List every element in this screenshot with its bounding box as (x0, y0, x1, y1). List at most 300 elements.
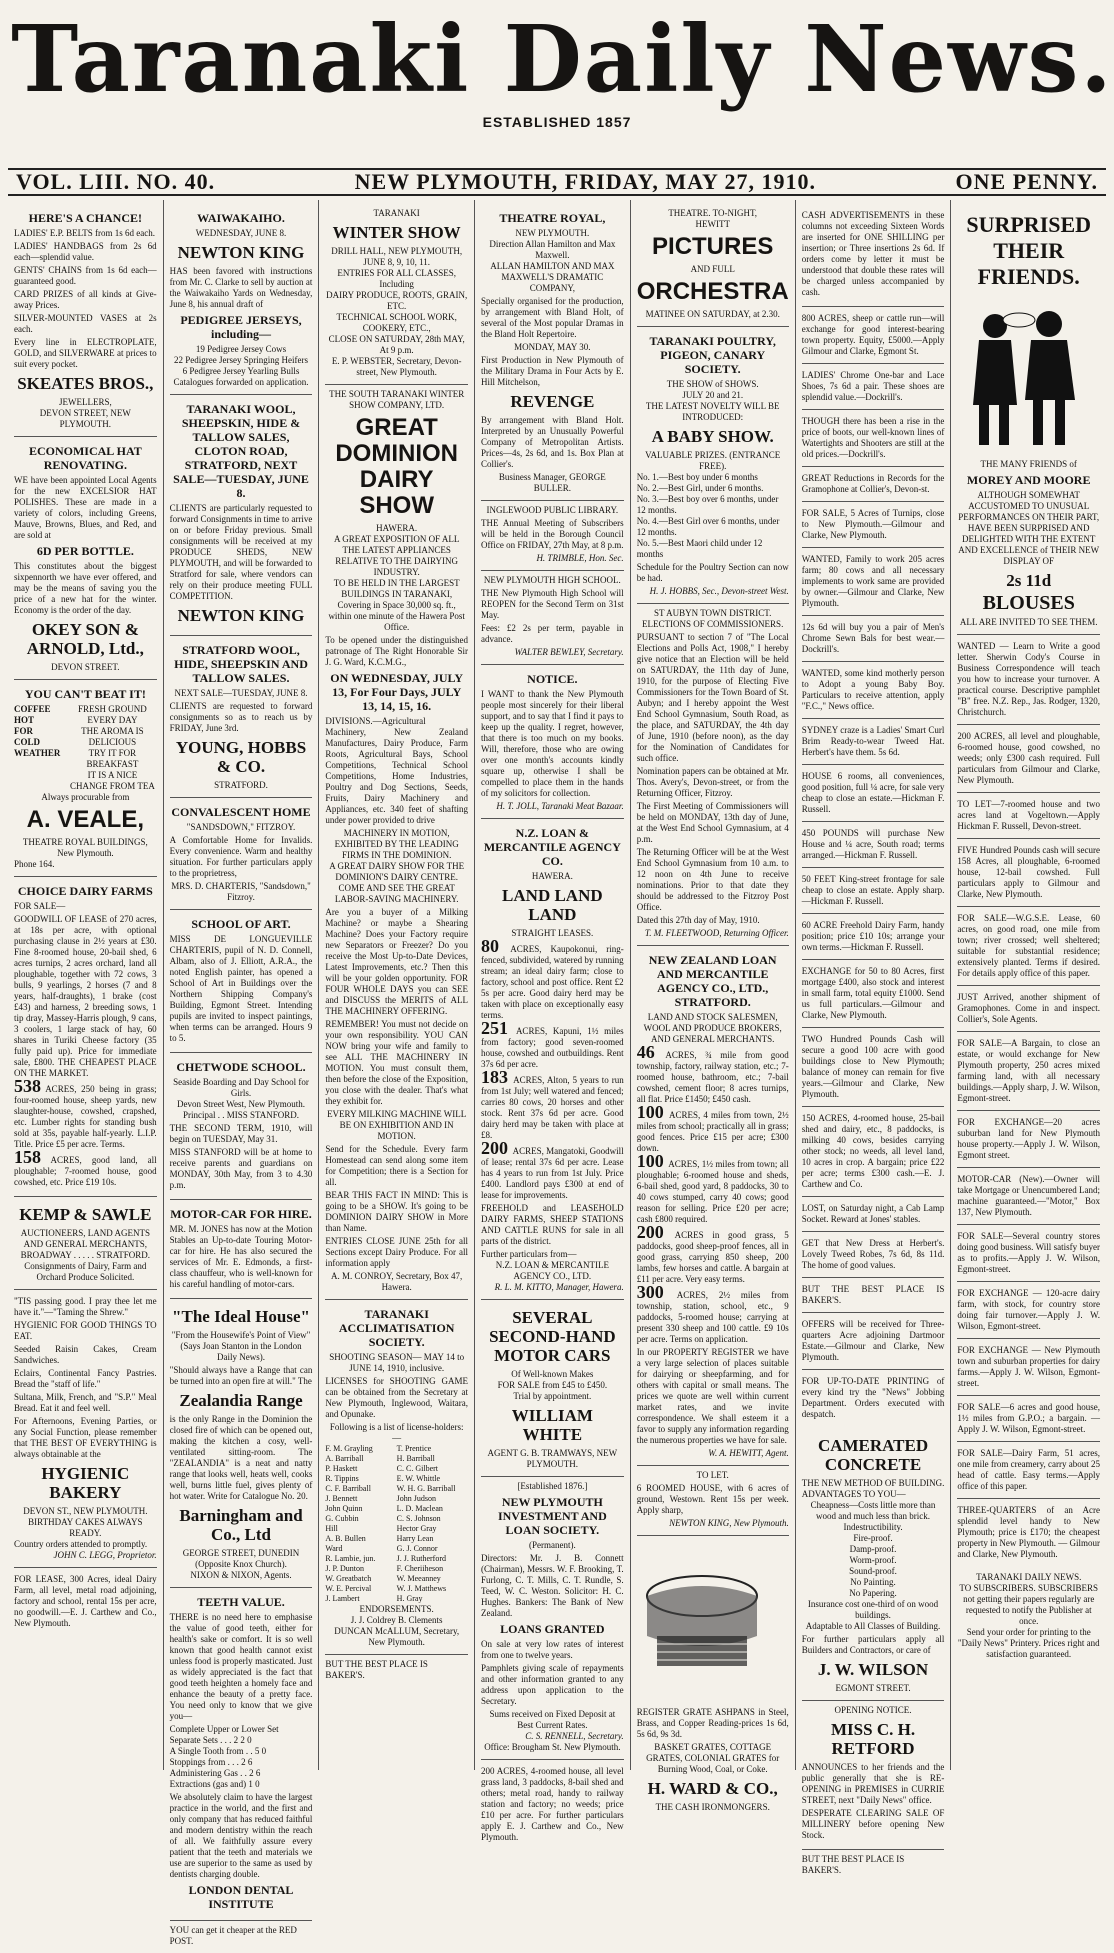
baby-class: No. 3.—Best boy over 6 months, under 12 months. (636, 494, 779, 515)
ad-address: STRATFORD. (214, 780, 268, 790)
ad-text: Trial by appointment. (513, 1391, 592, 1401)
ad-line: Seeded Raisin Cakes, Cream Sandwiches. (14, 1344, 157, 1365)
ad-heading: TARANAKI (373, 208, 420, 218)
ad-text: CASH ADVERTISEMENTS in these columns not exceeding Sixteen Words are inserted for ONE SHILLING per insertion; or Three insertions 2s 6d. If orders come by letter it must be understood that double these rates will be charged unless accompanied by cash. (801, 210, 945, 297)
small-ad: FIVE Hundred Pounds cash will secure 158 Acres, all ploughable, 6-roomed house, 12-bail cowshed. Full particulars apply to Gilmour and Clarke, New Plymouth. (957, 841, 1100, 907)
land-number: 183 (481, 1067, 514, 1087)
ad-text: The First Meeting of Commissioners will be held on MONDAY, 13th day of June, at the West End School Gymnasium, at 4 p.m. (636, 801, 789, 844)
ad-heading: TARANAKI POULTRY, PIGEON, CANARY SOCIETY. (649, 334, 776, 376)
ad-sub: NEXT SALE—TUESDAY, JUNE 8. (174, 688, 308, 698)
land-text: ACRES, 1½ miles from town; all ploughable; 6-roomed house and sheds, 6-bail shed, good yard, 8 paddocks, 30 to 40 cows stumped, carry 40 cows; good reason for selling. Price £20 per acre; cash £800 required. (636, 1159, 789, 1224)
ad-lines (802, 1500, 945, 1632)
ad-text: Specially organised for the production, by arrangement with Bland Holt, of several of the Most popular Dramas in the Bland Holt Repertoire. (481, 296, 624, 339)
baby-class: No. 1.—Best boy under 6 months (636, 472, 758, 482)
ad-subscribers (957, 1568, 1100, 1666)
ad-text: CLIENTS are particularly requested to forward Consignments in time to arrive on or before Friday previous. Small consignments will be received at my PRODUCE SHEDS, NEW PLYMOUTH, and will be forwarded to Stratford for sale, where vendors can rely on their produce meeting FULL COMPETITION. (169, 503, 313, 601)
ad-address: AGENT G. B. TRAMWAYS, NEW PLYMOUTH. (487, 1448, 618, 1469)
land-item (636, 1151, 789, 1225)
ad-lines (14, 228, 157, 370)
ad-name: SKEATES BROS., (17, 374, 154, 393)
coffee-word: COFFEE (14, 704, 51, 714)
advantage-line: Insurance cost one-third of on wood buildings. (807, 1599, 939, 1620)
ad-text: Country orders attended to promptly. (14, 1539, 148, 1549)
ad-heading: SEVERAL SECOND-HAND MOTOR CARS (489, 1308, 616, 1365)
ad-prices (170, 1724, 313, 1790)
ad-motor-cars (481, 1300, 624, 1477)
license-holder: E. W. Whittle (396, 1474, 441, 1483)
column-2 (164, 200, 320, 1946)
land-text: ACRES, Alton, 5 years to run from 1st July; well watered and fenced; carries 80 cows, 20 horses and other stock. Rent 37s 6d per acre. Good dairy herd may be taken with place at £8. (481, 1075, 624, 1140)
ad-text: MACHINERY IN MOTION, EXHIBITED BY THE LEADING FIRMS IN THE DOMINION. (334, 828, 459, 860)
advantage-line: Damp-proof. (849, 1544, 897, 1554)
ad-line: GENTS' CHAINS from 1s 6d each—guaranteed good. (14, 265, 157, 286)
farm-text: ACRES, good land, all ploughable; 7-roomed house, good cowshed, etc. Price £19 10s. (14, 1155, 157, 1187)
small-ad: FOR SALE—Several country stores doing good business. Will satisfy buyer as to profits.—Apply J. W. Wilson, Egmont-street. (957, 1227, 1100, 1282)
ad-dairy (14, 877, 157, 1197)
ad-text: MR. M. JONES has now at the Motion Stables an Up-to-date Touring Motor-car for hire. He has also secured the services of Mr. E. Edmonds, a first-class chauffeur, who is well-known for his careful handling of motor-cars. (169, 1224, 313, 1289)
ad-heading: THEATRE. TO-NIGHT, (668, 208, 758, 218)
land-item (636, 1282, 789, 1345)
ad-sign: Business Manager, GEORGE BULLER. (498, 472, 606, 493)
license-holder: W. H. G. Barriball (396, 1484, 456, 1493)
ad-date: ON WEDNESDAY, JULY 13, For Four Days, JULY 13, 14, 15, 16. (330, 671, 464, 713)
ad-text: On sale at very low rates of interest from one to twelve years. (481, 1639, 624, 1660)
volume-number: VOL. LIII. NO. 40. (16, 169, 216, 194)
ad-name: Barningham and Co., Ltd (179, 1506, 303, 1544)
ad-sign: MRS. D. CHARTERIS, "Sandsdown," Fitzroy. (171, 881, 311, 902)
ad-product: BLOUSES (982, 592, 1075, 614)
ad-line: CARD PRIZES of all kinds at Give-away Prices. (14, 289, 157, 310)
ad-price: FOR SALE from £45 to £450. (497, 1380, 608, 1390)
ad-text: DIVISIONS.—Agricultural Machinery, New Zealand Manufactures, Dairy Produce, Farm Roots, Agricultural Bays, School Competitions, Technical School Competitions, Home Industries, Poultry and Dog Sections, Seeds, Fruits, Dairy Machinery and Appliances, etc. 340 feet of shafting under power provided to drive (325, 716, 469, 825)
ad-text: REMEMBER! You must not decide on your own responsibility. YOU CAN NOW bring your wife and family to see ALL THE MACHINERY IN MOTION. You must consult them, then before the close of the Exposition, you close with the dealer. That's what they exhibit for. (325, 1019, 469, 1106)
land-text: ACRES in good grass, 5 paddocks, good sheep-proof fences, all in good grass, carrying 850 sheep, 200 lambs, few horses and cattle. A bargain at £11 per acre. Very easy terms. (636, 1230, 789, 1284)
ad-waiwakaiho (170, 204, 313, 395)
ad-address: GEORGE STREET, DUNEDIN (Opposite Knox Church). (182, 1548, 300, 1569)
price-line: Separate Sets . . . 2 2 0 (169, 1735, 252, 1745)
ad-sign: NEWTON KING, New Plymouth. (669, 1518, 789, 1528)
license-holder: J. Lambert (325, 1594, 360, 1603)
ad-winter-show (325, 204, 468, 385)
ad-name: PICTURES (652, 233, 774, 260)
ad-line: For Afternoons, Evening Parties, or any Social Function, please remember that THE BEST OF EVERYTHING is always obtainable at the (14, 1416, 157, 1459)
ad-sign: JOHN C. LEGG, Proprietor. (53, 1550, 157, 1560)
ad-heading: NEW PLYMOUTH INVESTMENT AND LOAN SOCIETY. (497, 1495, 607, 1537)
ad-sub: ENDORSEMENTS. (359, 1604, 434, 1614)
small-ad: 150 ACRES, 4-roomed house, 25-bail shed and dairy, etc., 8 paddocks, is milking 40 cows, besides carrying other stock; no weeds, all level land, 10 acres in crop. A bargain; price £22 per acre; terms £300 cash.—E. J. Carthew and Co. (802, 1109, 945, 1197)
ad-sign: H. TRIMBLE, Hon. Sec. (536, 553, 624, 563)
small-ad: BUT THE BEST PLACE IS BAKER'S. (802, 1280, 945, 1313)
established-line: ESTABLISHED 1857 (482, 114, 632, 130)
ad-text: We absolutely claim to have the largest practice in the world, and the first and only company that has reduced faithful and modern dentistry within the reach of all. We faithfully assure every patient that the teeth and materials we use are superior to the same as used by dentists charging double. (169, 1792, 313, 1879)
license-holder: F. Cheriiheson (396, 1564, 444, 1573)
ad-sub: DRILL HALL, NEW PLYMOUTH, JUNE 8, 9, 10, 11. (331, 246, 463, 267)
coffee-word: WEATHER (14, 748, 61, 758)
ad-text: THE Annual Meeting of Subscribers will be held in the Borough Council Office on FRIDAY, 27th May, at 8 p.m. (481, 518, 624, 550)
ad-text: J. J. Coldrey B. Clements (350, 1615, 443, 1625)
advantage-line: Cheapness—Costs little more than wood and much less than brick. (810, 1500, 936, 1521)
farms-list (636, 1042, 789, 1345)
ad-text: MATINEE ON SATURDAY, at 2.30. (645, 309, 780, 319)
license-holder: Harry Lean (396, 1534, 434, 1543)
ad-teeth (170, 1588, 313, 1921)
small-ad: EXCHANGE for 50 to 80 Acres, first mortgage £400, also stock and interest in small farm, total equity £1000. Send us full particulars.—Gilmour and Clarke, New Plymouth. (802, 962, 945, 1028)
ad-text: A Comfortable Home for Invalids. Every convenience. Warm and healthy situation. For further particulars apply to the proprietress, (169, 835, 313, 878)
small-ad: THREE-QUARTERS of an Acre splendid level handy to New Plymouth; price is £170; the cheapest property in New Plymouth. — Gilmour and Clarke, New Plymouth. (957, 1505, 1101, 1559)
small-ad: FOR SALE—Dairy Farm, 51 acres, one mile from creamery, carry about 25 head of cattle. Easy terms.—Apply office of this paper. (957, 1444, 1100, 1499)
ad-nzloan-stratford (637, 946, 789, 1466)
ad-agents: NIXON & NIXON, Agents. (190, 1570, 292, 1580)
ad-text: Pamphlets giving scale of repayments and other information granted to any address upon application to the Secretary. (481, 1663, 624, 1706)
ad-text: TECHNICAL SCHOOL WORK, COOKERY, ETC., (336, 312, 457, 333)
ad-quote: "TIS passing good. I pray thee let me have it."—"Taming the Shrew." (14, 1296, 157, 1317)
ad-sub: SHOOTING SEASON— MAY 14 to JUNE 14, 1910, inclusive. (329, 1352, 465, 1373)
ad-address: DEVON ST., NEW PLYMOUTH. (23, 1506, 148, 1516)
ad-text: BUT THE BEST PLACE IS BAKER'S. (325, 1659, 428, 1680)
small-ad: GET that New Dress at Herbert's. Lovely Tweed Robes, 7s 6d, 8s 11d. The home of good values. (802, 1234, 945, 1278)
advantage-line: No Papering. (849, 1588, 897, 1598)
ad-text: BEAR THIS FACT IN MIND: This is going to be a SHOW. It's going to be DOMINION DAIRY SHOW in More than Name. (325, 1190, 469, 1233)
ad-text: ALTHOUGH SOMEWHAT ACCUSTOMED TO UNUSUAL PERFORMANCES ON THEIR PART, HAVE BEEN SURPRISED AND DELIGHTED WITH THE EXTENT AND EXCELLENCE of THEIR NEW DISPLAY OF (958, 490, 1100, 566)
ad-price: 2s 11d (1006, 571, 1052, 590)
ad-sub: "SANDSDOWN," FITZROY. (186, 822, 296, 832)
ad-wool (170, 395, 313, 636)
license-holder: H. Gray (396, 1594, 423, 1603)
farm-number: 158 (14, 1147, 41, 1167)
ad-name: J. W. WILSON (817, 1660, 929, 1679)
small-ad: HOUSE 6 rooms, all conveniences, good position, full ¼ acre, for sale very cheap to close an estate.—Hickman F. Russell. (802, 767, 945, 822)
ad-text: MISS STANFORD will be at home to receive parents and guardians on MONDAY, 30th May, from 3 to 4.30 p.m. (169, 1147, 313, 1190)
ad-date: WEDNESDAY, JUNE 8. (195, 228, 287, 238)
ad-name: WINTER SHOW (332, 223, 461, 242)
ad-sign: H. T. JOLL, Taranaki Meat Bazaar. (496, 801, 624, 811)
ad-heading: INGLEWOOD PUBLIC LIBRARY. (486, 505, 619, 515)
license-holder: R. Tippins (325, 1474, 359, 1483)
ad-text: Further particulars from— (481, 1249, 577, 1259)
ad-text: CLOSE ON SATURDAY, 28th MAY, At 9 p.m. (328, 334, 465, 355)
license-holder: C. C. Gilbert (396, 1464, 439, 1473)
ad-text: HAS been favored with instructions from Mr. C. Clarke to sell by auction at the Waiwakaiho Yards on Wednesday, June 8, his annual draft of (169, 266, 313, 309)
ad-text: Following is a list of license-holders:— (329, 1422, 464, 1443)
lot-line: 6 Pedigree Jersey Yearling Bulls (182, 366, 300, 376)
ad-heading: CHOICE DAIRY FARMS (17, 884, 153, 898)
ad-motor-hire (170, 1200, 313, 1299)
ad-name: HYGIENIC BAKERY (41, 1464, 130, 1502)
license-holder: C. S. Johnson (396, 1514, 441, 1523)
license-holder: T. Prentice (396, 1444, 432, 1453)
ad-art (170, 910, 313, 1053)
ad-heading: TARANAKI DAILY NEWS. (976, 1572, 1082, 1582)
ad-text: Schedule for the Poultry Section can now be had. (636, 562, 789, 583)
ad-address: EGMONT STREET. (835, 1683, 911, 1693)
land-number: 200 (481, 1138, 513, 1158)
land-item (481, 1067, 624, 1141)
ad-line: Sultana, Milk, French, and "S.P." Meal Bread. Eat it and feel well. (14, 1392, 157, 1413)
ad-heading: TARANAKI WOOL, SHEEPSKIN, HIDE & TALLOW SALES, CLOTON ROAD, STRATFORD, NEXT SALE—TUESDAY, JUNE 8. (173, 402, 309, 500)
ad-address: Devon Street West, New Plymouth. (176, 1099, 306, 1109)
land-number: 46 (636, 1042, 666, 1062)
ad-text: CLIENTS are requested to forward consignments so as to reach us by FRIDAY, June 3rd. (169, 701, 313, 733)
license-holder: Hector Gray (396, 1524, 437, 1533)
ad-sub: NEW PLYMOUTH. (515, 228, 590, 238)
ad-sub: THE MANY FRIENDS of (980, 459, 1077, 469)
ad-heading: WAIWAKAIHO. (197, 211, 285, 225)
ad-text: Nomination papers can be obtained at Mr. Thos. Avery's, Devon-street, or from the Returning Officer, Fitzroy. (636, 766, 789, 798)
small-ad: JUST Arrived, another shipment of Gramophones. Come in and inspect. Collier's, Sole Agents. (957, 988, 1100, 1032)
land-item (481, 1138, 624, 1201)
ad-text: GOODWILL OF LEASE of 270 acres, at 18s per acre, with optional purchasing clause in 2½ years at £30. Fine 8-roomed house, 20-bail shed, 6 acres turnips, 2 acres orchard, land all ploughable, together with 72 cows, 3 bulls, 9 yearlings, 2 horses (7 and 8 years, half-draughts), 1 brake (cost £43) and harness, 2 breeding sows, 1 tip dray, Massey-Harris plough, 9 cans, 3 coolers, 1 large stack of hay, 60 shares in Turiki Cheese factory (35 fully paid up). Price for immediate sale, £800. THE CHEAPEST PLACE ON THE MARKET. (14, 914, 157, 1078)
ad-text: VALUABLE PRIZES. (ENTRANCE FREE). (645, 450, 781, 471)
ad-heading: NEW ZEALAND LOAN AND MERCANTILE AGENCY CO., LTD., STRATFORD. (648, 953, 777, 1009)
ad-address: BROADWAY . . . . . STRATFORD. (20, 1250, 151, 1260)
ad-text: For further particulars apply all Builders and Contractors, or care of (801, 1634, 945, 1655)
land-text: ACRES, Kaupokonui, ring-fenced, subdivided, watered by running stream; an ideal dairy farm; close to factory, school and post office. Rent £2 5s per acre. Good dairy herd may be taken with place on exceptionally easy terms. (481, 944, 624, 1020)
ad-text: Dated this 27th day of May, 1910. (636, 915, 760, 925)
small-ad: 50 FEET King-street frontage for sale cheap to close an estate. Apply sharp.—Hickman F. Russell. (802, 870, 945, 914)
ad-heading: SCHOOL OF ART. (191, 917, 291, 931)
small-ad: 450 POUNDS will purchase New House and ¼ acre, South road; terms arranged.—Hickman F. Russell. (802, 824, 945, 868)
ad-heading: TARANAKI ACCLIMATISATION SOCIETY. (338, 1307, 455, 1349)
ad-text: REGISTER GRATE ASHPANS in Steel, Brass, and Copper Reading-prices 1s 6d, 5s 6d, 9s 3d. (636, 1707, 789, 1739)
ad-nz-loan (481, 819, 624, 1300)
license-holder: W. Greatbatch (325, 1574, 372, 1583)
small-ad: THOUGH there has been a rise in the price of boots, our well-known lines of Watertights and Shooters are still at the old prices.—Dockrill's. (802, 412, 945, 467)
ad-address: DEVON STREET. (51, 662, 120, 672)
small-ad: FOR EXCHANGE—20 acres suburban land for New Plymouth house property.—Apply J. W. Wilson, Egmont street. (957, 1113, 1100, 1168)
ad-text: THERE is no need here to emphasise the value of good teeth, either for health's sake or comfort. It is so well known that good health cannot exist unless food is properly masticated. Just as widely appreciated is the fact that good teeth heighten a homely face and enhance the beauty of a pretty face. You need only to know that we give you— (169, 1612, 313, 1721)
ad-text: Catalogues forwarded on application. (173, 377, 309, 387)
land-text: ACRES, 4 miles from town, 2½ miles from school; practically all in grass; good fences. Price £15 per acre; £300 down. (636, 1110, 789, 1153)
ad-sub: LAND AND STOCK SALESMEN, WOOL AND PRODUCE BROKERS, AND GENERAL MERCHANTS. (643, 1012, 782, 1044)
land-item (636, 1222, 789, 1285)
ad-name: REVENGE (510, 392, 595, 411)
ad-text: FOR LEASE, 300 Acres, ideal Dairy Farm, all level, metal road adjoining, factory and school, rental 15s per acre, no goodwill.—E. J. Carthew and Co., New Plymouth. (14, 1574, 157, 1628)
license-holder: W. E. Percival (325, 1584, 372, 1593)
ad-coffee (14, 680, 157, 877)
ad-text: Direction Allan Hamilton and Max Maxwell. (489, 239, 616, 260)
ad-name: LONDON DENTAL INSTITUTE (188, 1883, 294, 1911)
ad-acres (481, 1760, 624, 1851)
ad-dairy-show (325, 385, 468, 1300)
small-ad: OFFERS will be received for Three-quarters Acre adjoining Dartmoor Estate.—Gilmour and Clarke, New Plymouth. (802, 1315, 945, 1370)
small-ad: WANTED — Learn to Write a good letter. Sherwin Cody's Course in Business Correspondence will teach you how to increase your turnover. A practical course. Descriptive pamphlet "B" free. N.Z. Rep., Jas. Rodger, 1320, Christchurch. (957, 637, 1100, 725)
column-1 (8, 200, 164, 1770)
ad-name: Zealandia Range (179, 1391, 303, 1410)
ad-sub: Seaside Boarding and Day School for Girls. (173, 1077, 309, 1098)
license-holder: G. J. Connor (396, 1544, 438, 1553)
license-holder: W. Meeanney (396, 1574, 441, 1583)
license-holder: Hill (325, 1524, 338, 1533)
column-4 (475, 200, 631, 1842)
ad-text: Directors: Mr. J. B. Connett (Chairman), Messrs. W. F. Brooking, T. Furlong, C. T. Mills, C. T. Rundle, S. Teed, W. C. Weston. Solicitor: H. C. Hughes. Bankers: The Bank of New Zealand. (481, 1553, 624, 1618)
ad-name: LOANS GRANTED (500, 1622, 605, 1636)
ad-sub: ELECTIONS OF COMMISSIONERS. (642, 619, 784, 629)
land-number: 100 (636, 1151, 669, 1171)
ad-line: HYGIENIC FOR GOOD THINGS TO EAT. (14, 1320, 157, 1341)
ad-heading: MOTOR-CAR FOR HIRE. (170, 1207, 312, 1221)
ad-text: WE have been appointed Local Agents for the new EXCELSIOR HAT POLISHES. These are made in a variety of colors, including Greens, Mauve, Browns, Blues, and Red, and are sold at (14, 475, 157, 540)
ad-text: BIRTHDAY CAKES ALWAYS READY. (28, 1517, 143, 1538)
ad-sub: HAWERA. (376, 523, 418, 533)
ad-sub: JEWELLERS, (58, 397, 112, 407)
ad-sub: THE CASH IRONMONGERS. (655, 1802, 770, 1812)
ad-address: Office: Brougham St. New Plymouth. (484, 1742, 621, 1752)
ad-text: BASKET GRATES, COTTAGE GRATES, COLONIAL GRATES for Burning Wood, Coal, or Coke. (646, 1742, 780, 1774)
ad-address: DEVON STREET, NEW PLYMOUTH. (39, 408, 131, 429)
land-number: 251 (481, 1018, 516, 1038)
ad-investment (481, 1477, 624, 1760)
ad-text: A GREAT EXPOSITION OF ALL THE LATEST APPLIANCES RELATIVE TO THE DAIRYING INDUSTRY. (334, 534, 460, 577)
small-ad: 60 ACRE Freehold Dairy Farm, handy position; price £10 10s; arrange your own terms.—Hickman F. Russell. (802, 916, 945, 960)
lot-line: 19 Pedigree Jersey Cows (195, 344, 287, 354)
ad-chance (14, 204, 157, 437)
small-ad: LADIES' Chrome One-bar and Lace Shoes, 7s 6d a pair. These shoes are splendid value.—Dockrill's. (802, 366, 945, 410)
ad-heading: CONVALESCENT HOME (171, 805, 311, 819)
ad-sub: AND FULL (690, 264, 735, 274)
ad-sign: WALTER BEWLEY, Secretary. (514, 647, 624, 657)
small-ad: WANTED, Family to work 205 acres farm; 80 cows and all necessary implements to work same are provided by owner.—Gilmour and Clarke, New Plymouth. (802, 550, 945, 616)
land-text: ACRES, Mangatoki, Goodwill of lease; rental 37s 6d per acre. Lease has 4 years to run from 1st July. Price £400. Landlord pays £300 at end of lease for improvements. (481, 1146, 624, 1200)
ad-heading: ST AUBYN TOWN DISTRICT. (654, 608, 772, 618)
ad-left (14, 704, 68, 792)
ad-heading: HERE'S A CHANCE! (28, 211, 143, 225)
ad-sub: AUCTIONEERS, LAND AGENTS AND GENERAL MERCHANTS, (20, 1228, 150, 1249)
land-text: ACRES, ¾ mile from good township, factory, railway station, etc.; 7-roomed house, bathroom, etc.; 7-bail cowshed, cement floor; 8 acres turnips, all flat. Price £1450; £450 cash. (636, 1050, 789, 1104)
ad-text: This constitutes about the biggest sixpennorth we have ever offered, and may be the means of saving you the price of a new hat for the winter. Economy is the order of the day. (14, 561, 157, 615)
ad-sign: W. A. HEWITT, Agent. (708, 1448, 789, 1458)
license-holder: A. Barriball (325, 1454, 364, 1463)
small-ad: FOR SALE—6 acres and good house, 1½ miles from G.P.O.; a bargain. —Apply J. W. Wilson, Egmont-street. (957, 1398, 1100, 1442)
ad-address: THEATRE ROYAL BUILDINGS, New Plymouth. (22, 837, 148, 858)
ad-sub: [Established 1876.] (517, 1481, 588, 1491)
license-holder: L. D. Maclean (396, 1504, 443, 1513)
coffee-word: HOT (14, 715, 35, 725)
small-ad: WANTED, some kind motherly person to Adopt a young Baby Boy. Particulars to receive attention, apply "F.C.," News office. (802, 664, 945, 719)
license-holder: J. Bennett (325, 1494, 358, 1503)
ad-text: Send for the Schedule. Every farm Homestead can send along some item for Competition; there is a Section for all. (325, 1144, 469, 1187)
ad-convalescent (170, 798, 313, 910)
ad-acclimatisation (325, 1300, 468, 1655)
ad-name: MOREY AND MOORE (966, 473, 1091, 487)
ad-text: DAIRY PRODUCE, ROOTS, GRAIN, ETC. (326, 290, 468, 311)
license-holder: G. Cubbin (325, 1514, 359, 1523)
ad-text: A GREAT DAIRY SHOW FOR THE DOMINION'S DAIRY CENTRE. (329, 861, 465, 882)
price-line: Administering Gas . . 2 6 (169, 1768, 261, 1778)
ad-text: The Returning Officer will be at the West End School Gymnasium from 10 a.m. to 12 noon on 4th June to receive nominations. Prior to that date they should be addressed to the Fitzroy Post Office. (636, 847, 789, 912)
ad-to-let (637, 1466, 789, 1536)
license-holder: P. Haskett (325, 1464, 358, 1473)
license-holder: H. Barriball (396, 1454, 435, 1463)
small-ad: FOR SALE, 5 Acres of Turnips, close to New Plymouth.—Gilmour and Clarke, New Plymouth. (802, 504, 945, 548)
ad-cash-notice (802, 204, 945, 307)
land-number: 200 (636, 1222, 675, 1242)
ad-heading: N.Z. LOAN & MERCANTILE AGENCY CO. (483, 826, 621, 868)
ad-text: Sums received on Fixed Deposit at Best Current Rates. (489, 1709, 616, 1730)
land-item (636, 1102, 789, 1154)
ad-text: EVERY MILKING MACHINE WILL BE ON EXHIBITION AND IN MOTION. (327, 1109, 467, 1141)
ad-sub: HAWERA. (531, 871, 573, 881)
ad-text: First Production in New Plymouth of the Military Drama in Four Acts by E. Hill Mitchelson, (481, 355, 624, 387)
ad-text: TO SUBSCRIBERS. SUBSCRIBERS not getting their papers regularly are requested to notify the Publisher at once. (959, 1583, 1099, 1626)
ad-line: Every line in ELECTROPLATE, GOLD, and SILVERWARE at prices to suit every pocket. (14, 337, 157, 369)
ad-heading: STRATFORD WOOL, HIDE, SHEEPSKIN AND TALLOW SALES. (174, 643, 308, 685)
ad-hat (14, 437, 157, 680)
advantage-line: Adaptable to All Classes of Building. (805, 1621, 941, 1631)
ad-name: GREAT DOMINION DAIRY SHOW (335, 414, 459, 519)
ad-name: MISS C. H. RETFORD (831, 1720, 916, 1758)
license-holder: John Judson (396, 1494, 437, 1503)
ad-sub: THE SHOW of SHOWS. (666, 379, 759, 389)
ad-text: Always procurable from (41, 792, 130, 802)
ad-text: COME AND SEE THE GREAT LABOR-SAVING MACHINERY. (334, 883, 459, 904)
ad-high-school (481, 571, 624, 665)
baby-class: No. 2.—Best Girl, under 6 months. (636, 483, 764, 493)
ad-price: 6D PER BOTTLE. (36, 544, 134, 558)
small-ad: FOR UP-TO-DATE PRINTING of every kind try the "News" Jobbing Department. Orders executed with despatch. (801, 1376, 945, 1419)
license-holder: R. Lambie, jun. (325, 1554, 376, 1563)
ad-kemp (14, 1197, 157, 1290)
ad-text: 6 ROOMED HOUSE, with 6 acres of ground, Westown. Rent 15s per week. Apply sharp, (636, 1483, 789, 1515)
ad-text: ENTRIES FOR ALL CLASSES, Including (337, 268, 457, 289)
land-number: 300 (636, 1282, 677, 1302)
ad-line: Eclairs, Continental Fancy Pastries. Bread the "staff of life." (14, 1368, 157, 1389)
license-holder: A. B. Bullen (325, 1534, 366, 1543)
ad-zealandia (170, 1299, 313, 1588)
ad-lines (14, 1320, 157, 1460)
column-6 (796, 200, 952, 1875)
land-text: ACRES, Kapuni, 1½ miles from factory; good seven-roomed house, cowshed and outbuildings. Rent 37s 6d per acre. (481, 1026, 624, 1069)
baby-class: No. 5.—Best Maori child under 12 months (636, 538, 763, 559)
ad-name: YOUNG, HOBBS & CO. (175, 738, 307, 776)
ad-heading: "The Ideal House" (172, 1307, 310, 1326)
ad-text: "Should always have a Range that can be turned into an open fire at will." The (169, 1365, 313, 1386)
ad-heading: SURPRISED THEIR FRIENDS. (966, 212, 1092, 289)
ad-name: NEWTON KING (177, 606, 305, 625)
ad-heading: THE SOUTH TARANAKI WINTER SHOW COMPANY, LTD. (329, 389, 465, 410)
ad-name: KEMP & SAWLE (19, 1205, 152, 1224)
ad-sub: THE NEW METHOD OF BUILDING. (801, 1478, 945, 1488)
small-ad: FOR SALE—W.G.S.E. Lease, 60 acres, on good road, one mile from town; river crossed; well sheltered; suitable for substantial residence; extensively planted. Terms if desired. For details apply office of this paper. (957, 909, 1100, 986)
ad-name: NEWTON KING (177, 243, 305, 262)
ad-text: BUT THE BEST PLACE IS BAKER'S. (801, 1854, 905, 1875)
advantage-line: No Painting. (850, 1577, 896, 1587)
ad-heading: TO LET. (696, 1470, 729, 1480)
ad-text: FREEHOLD and LEASEHOLD DAIRY FARMS, SHEEP STATIONS AND CATTLE RUNS for sale in all parts of the district. (481, 1203, 624, 1246)
ad-text: LICENSES for SHOOTING GAME can be obtained from the Secretary at New Plymouth, Inglewood, Waitara, and Opunake. (325, 1376, 469, 1419)
ad-name: N.Z. LOAN & MERCANTILE AGENCY CO., LTD. (495, 1260, 609, 1281)
coffee-line: IT IS A NICE CHANGE FROM TEA (70, 770, 155, 791)
ad-stratford (170, 636, 313, 798)
ad-lease (14, 1568, 157, 1637)
ad-heading: NEW PLYMOUTH HIGH SCHOOL. (483, 575, 621, 585)
lot-line: 22 Pedigree Jersey Springing Heifers (174, 355, 308, 365)
advantage-line: Fire-proof. (853, 1533, 893, 1543)
coffee-word: COLD (14, 737, 41, 747)
land-list (481, 936, 624, 1201)
ad-phone: Phone 164. (14, 859, 55, 869)
ad-pictures (637, 204, 789, 327)
ad-text: ANNOUNCES to her friends and the public generally that she is RE-OPENING in PREMISES in CURRIE STREET, next "Daily News" office. (801, 1762, 945, 1805)
ad-heading: YOU CAN'T BEAT IT! (24, 687, 146, 701)
column-7 (951, 200, 1106, 1770)
ad-heading: OPENING NOTICE. (834, 1705, 912, 1715)
ad-text: Fees: £2 2s per term, payable in advance. (481, 623, 624, 644)
license-list (325, 1444, 468, 1604)
ad-name: WILLIAM WHITE (511, 1406, 593, 1444)
license-holder: John Quinn (325, 1504, 363, 1513)
advantage-line: Worm-proof. (849, 1555, 897, 1565)
small-ads (802, 309, 945, 1426)
